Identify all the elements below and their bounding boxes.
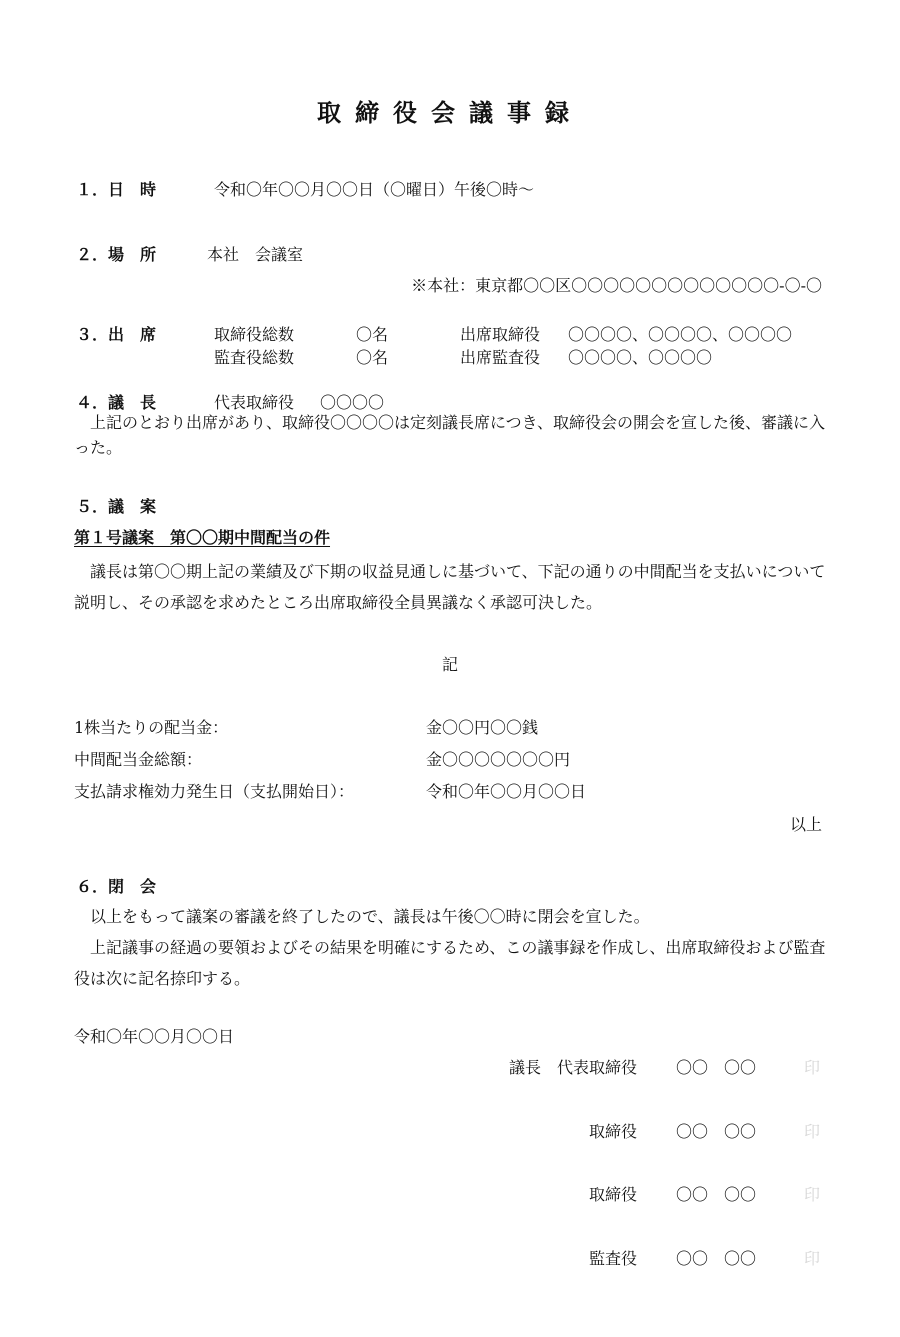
document-title: 取締役会議事録 (317, 98, 583, 127)
agenda-paragraph: 議長は第〇〇期上記の業績及び下期の収益見通しに基づいて、下記の通りの中間配当を支払いについて説明し、その承認を求めたところ出席取締役全員異議なく承認可決した。 (74, 562, 826, 612)
directors-total-label: 取締役総数 (214, 325, 295, 344)
dividend-row-value: 金〇〇〇〇〇〇〇円 (426, 750, 571, 769)
chair-label: ４．議 長 (76, 393, 157, 412)
signature-name: 〇〇 〇〇 (676, 1122, 757, 1141)
ki-heading: 記 (441, 655, 458, 674)
signature-role: 取締役 (588, 1122, 637, 1141)
chair-name: 〇〇〇〇 (320, 393, 385, 412)
closing-label: ６．閉 会 (76, 877, 157, 896)
place-note: ※本社：東京都〇〇区〇〇〇〇〇〇〇〇〇〇〇〇〇-〇-〇 (411, 276, 822, 295)
signature-role: 取締役 (588, 1185, 637, 1204)
seal-mark: 印 (804, 1058, 821, 1077)
agenda-label: ５．議 案 (76, 497, 157, 516)
dividend-row-label: 中間配当金総額： (74, 750, 203, 769)
place-label: ２．場 所 (76, 245, 157, 264)
directors-total: 〇名 (356, 325, 389, 344)
signature-role: 議長 代表取締役 (508, 1058, 637, 1077)
auditors-present-label: 出席監査役 (460, 348, 541, 367)
dividend-row-label: 支払請求権効力発生日（支払開始日）： (74, 782, 355, 801)
auditors-present: 〇〇〇〇、〇〇〇〇 (568, 348, 713, 367)
signature-name: 〇〇 〇〇 (676, 1249, 757, 1268)
auditors-total: 〇名 (356, 348, 389, 367)
chair-paragraph: 上記のとおり出席があり、取締役〇〇〇〇は定刻議長席につき、取締役会の開会を宣した後、審議に入った。 (74, 413, 826, 457)
date-time-label: １．日 時 (76, 180, 157, 199)
closing-paragraph-1: 以上をもって議案の審議を終了したので、議長は午後〇〇時に閉会を宣した。 (90, 907, 650, 926)
closing-paragraph-2: 上記議事の経過の要領およびその結果を明確にするため、この議事録を作成し、出席取締役および監査役は次に記名捺印する。 (74, 938, 826, 988)
signature-role: 監査役 (588, 1249, 637, 1268)
agenda-item-title: 第１号議案 第〇〇期中間配当の件 (74, 528, 331, 547)
auditors-total-label: 監査役総数 (214, 348, 295, 367)
dividend-row-label: 1株当たりの配当金： (74, 718, 229, 737)
dividend-row-value: 金〇〇円〇〇銭 (426, 718, 539, 737)
signature-name: 〇〇 〇〇 (676, 1058, 757, 1077)
end-mark: 以上 (789, 815, 822, 834)
chair-title: 代表取締役 (214, 393, 295, 412)
directors-present-label: 出席取締役 (460, 325, 541, 344)
signature-name: 〇〇 〇〇 (676, 1185, 757, 1204)
seal-mark: 印 (804, 1122, 821, 1141)
signature-date: 令和〇年〇〇月〇〇日 (74, 1027, 235, 1046)
dividend-row-value: 令和〇年〇〇月〇〇日 (426, 782, 587, 801)
seal-mark: 印 (804, 1249, 821, 1268)
date-time-value: 令和〇年〇〇月〇〇日（〇曜日）午後〇時～ (214, 180, 535, 199)
seal-mark: 印 (804, 1185, 821, 1204)
directors-present: 〇〇〇〇、〇〇〇〇、〇〇〇〇 (568, 325, 793, 344)
place-value: 本社 会議室 (207, 245, 304, 264)
attendance-label: ３．出 席 (76, 325, 157, 344)
